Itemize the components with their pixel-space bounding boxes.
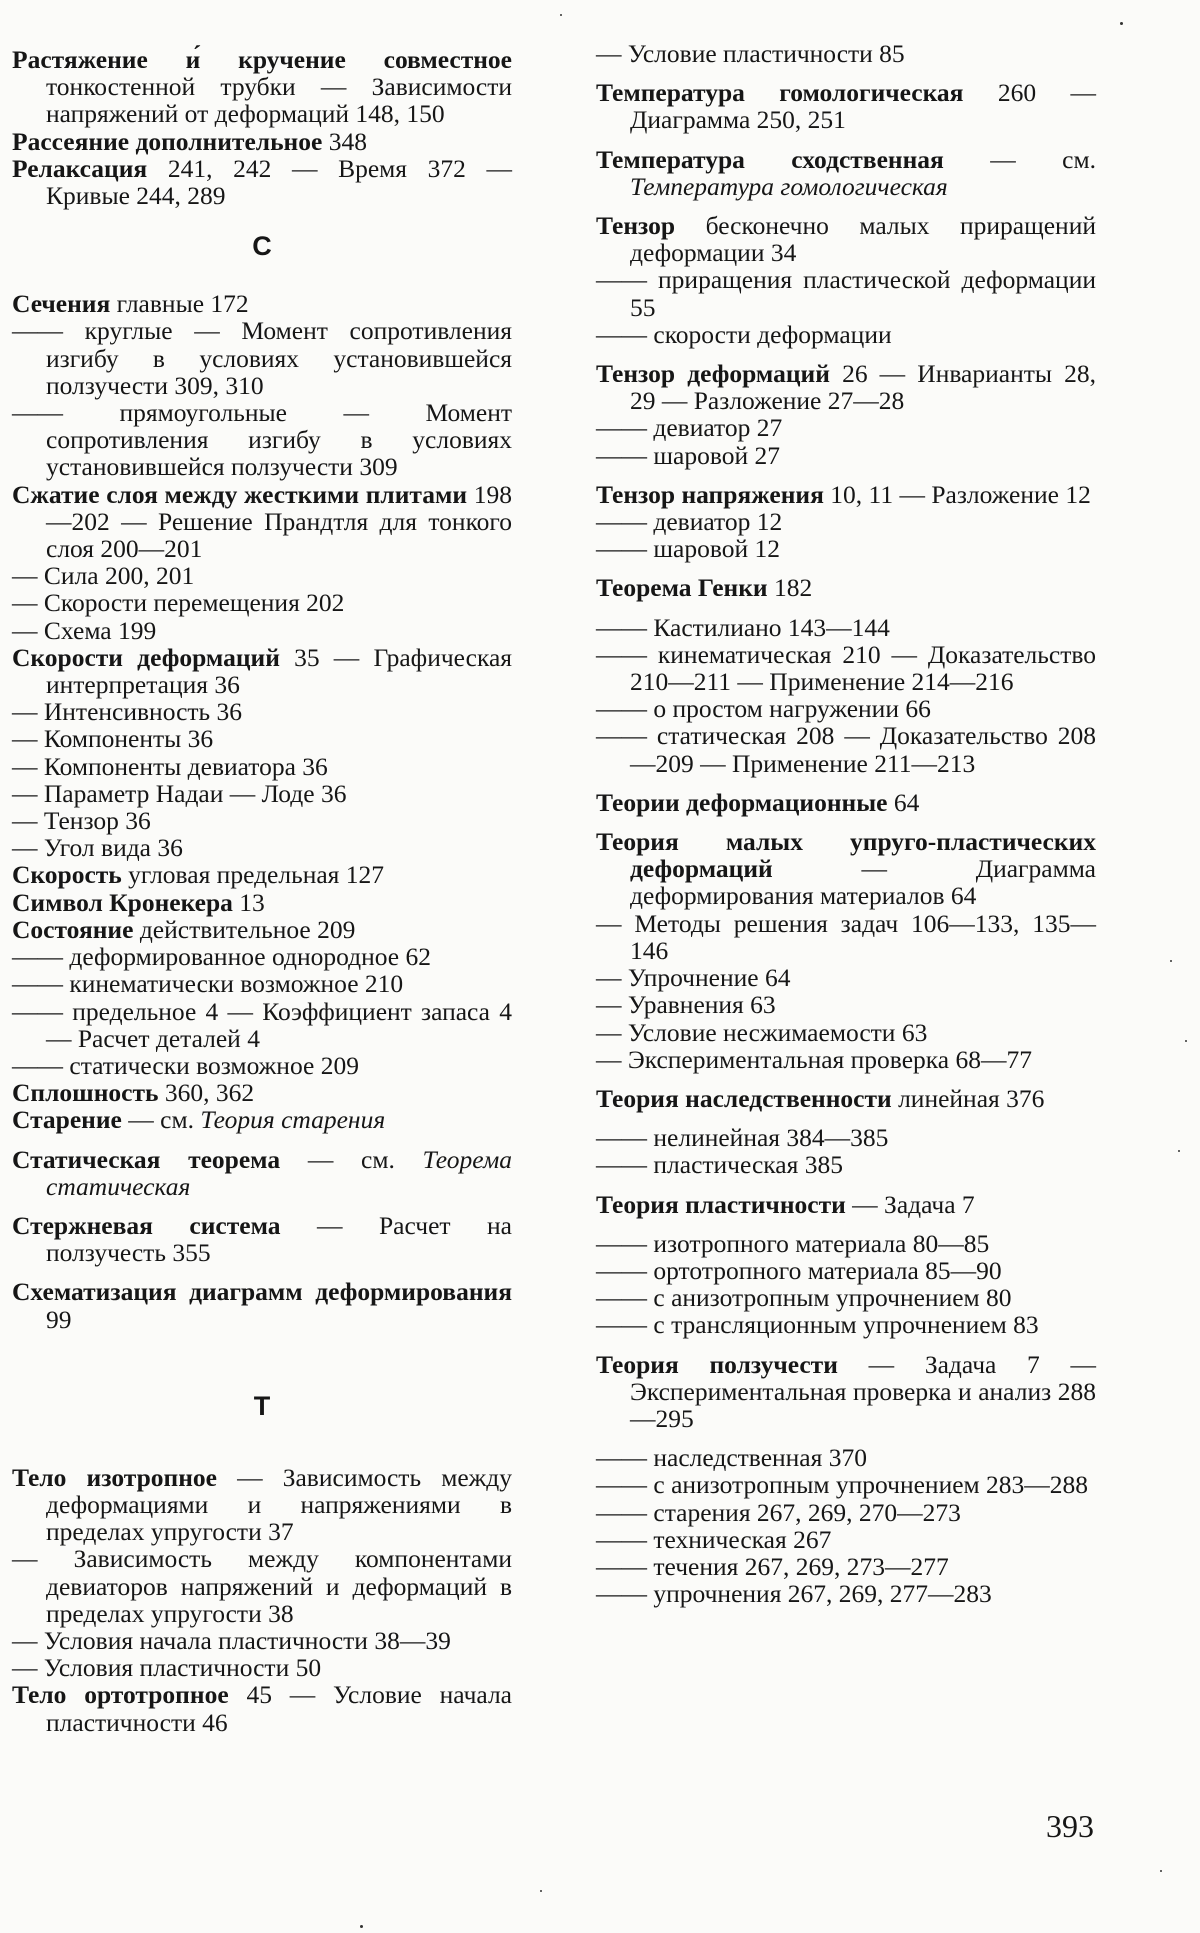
index-entry: [12, 317, 512, 399]
subentry-text: —— скорости деформации: [596, 319, 892, 349]
index-entry: [12, 998, 512, 1052]
entry-locators: главные 172: [116, 289, 249, 319]
entry-locators: действительное 209: [139, 914, 356, 944]
subentry-text: —— шаровой 27: [596, 440, 780, 470]
index-entry: [12, 807, 512, 834]
subentry-text: —— предельное 4 — Коэффициент запаса 4 — Расчет деталей 4: [12, 996, 512, 1053]
subentry-text: — Экспериментальная проверка 68—77: [596, 1044, 1032, 1074]
entry-locators: 198—202 — Решение Прандтля для тонкого слоя 200—201: [46, 479, 512, 564]
index-entry: [596, 1311, 1096, 1338]
subentry-text: — Интенсивность 36: [12, 697, 243, 727]
index-entry: [12, 1545, 512, 1627]
subentry-text: — Скорости перемещения 202: [12, 588, 345, 618]
entry-locators: 26 — Инварианты 28, 29 — Разложение 27—28: [630, 359, 1096, 416]
index-entry: [12, 1212, 512, 1266]
scan-speck: [540, 1890, 542, 1892]
entry-locators: 35 — Графическая интерпретация 36: [46, 642, 512, 700]
subentry-text: —— кинематическая 210 — Доказательство 210—211 — Применение 214—216: [596, 639, 1096, 697]
index-entry: [596, 695, 1096, 722]
index-entry: [596, 360, 1096, 414]
index-entry: [596, 1351, 1096, 1433]
index-entry: [12, 753, 512, 780]
index-entry: [12, 970, 512, 997]
scan-speck: [1185, 1040, 1187, 1042]
index-entry: [12, 128, 512, 155]
index-entry: [12, 290, 512, 317]
entry-locators: — Диаграмма деформирования материалов 64: [630, 854, 1096, 911]
subentry-text: —— с анизотропным упрочнением 80: [596, 1283, 1012, 1313]
subentry-text: —— круглые — Момент сопротивления изгибу в условиях установившейся ползучести 309, 310: [12, 316, 512, 400]
index-entry: [12, 589, 512, 616]
index-entry: [596, 1046, 1096, 1073]
subentry-text: — Компоненты 36: [12, 724, 214, 754]
subentry-text: —— девиатор 12: [596, 507, 783, 537]
scan-speck: [360, 1925, 363, 1928]
index-entry: [596, 146, 1096, 200]
entry-locators: 348: [328, 126, 367, 156]
index-entry: [12, 1654, 512, 1681]
index-entry: [596, 321, 1096, 348]
subentry-text: —— о простом нагружении 66: [596, 694, 931, 724]
subentry-text: — Методы решения задач 106—133, 135—146: [596, 908, 1096, 965]
index-entry: [596, 1526, 1096, 1553]
subentry-text: — Упрочнение 64: [596, 963, 791, 993]
entry-term: Релаксация: [12, 153, 148, 183]
index-entry: [596, 964, 1096, 991]
scan-speck: [1160, 1870, 1162, 1872]
index-entry: [596, 614, 1096, 641]
section-letter-t: Т: [253, 1390, 271, 1421]
subentry-text: —— девиатор 27: [596, 413, 783, 443]
cross-reference: Температура гомологическая: [630, 171, 948, 201]
index-entry: [596, 508, 1096, 535]
entry-term: Температура сходственная: [596, 144, 944, 174]
index-entry: [596, 212, 1096, 266]
scan-speck: [1178, 1150, 1180, 1152]
entry-locators: — см.: [990, 144, 1097, 174]
entry-locators: 13: [239, 887, 265, 917]
index-entry: [12, 1052, 512, 1079]
subentry-text: — Компоненты девиатора 36: [12, 751, 328, 781]
entry-locators: — см.: [307, 1144, 395, 1174]
index-entry: [596, 1553, 1096, 1580]
index-entry: [596, 991, 1096, 1018]
entry-locators: линейная 376: [898, 1083, 1045, 1113]
entry-term: Температура гомологическая: [596, 78, 964, 108]
subentry-text: — Зависимость между компонентами девиаторов напряжений и деформаций в пределах упругости 38: [12, 1544, 512, 1628]
index-entry: [596, 1580, 1096, 1607]
index-entry: [12, 481, 512, 563]
subentry-text: —— техническая 267: [596, 1524, 832, 1554]
entry-locators: 99: [46, 1304, 72, 1334]
subentry-text: —— прямоугольные — Момент сопротивления изгибу в условиях установившейся ползучести 309: [12, 398, 512, 482]
index-entry: [12, 46, 512, 128]
index-entry: [596, 1230, 1096, 1257]
entry-term: Тело изотропное: [12, 1462, 217, 1492]
subentry-text: — Условия начала пластичности 38—39: [12, 1625, 451, 1655]
subentry-text: —— старения 267, 269, 270—273: [596, 1497, 961, 1527]
index-entry: [596, 40, 1096, 67]
subentry-text: —— с трансляционным упрочнением 83: [596, 1310, 1039, 1340]
entry-term: Скорости деформаций: [12, 642, 280, 672]
right-entries: [596, 40, 1096, 1607]
index-entry: [596, 789, 1096, 816]
entry-locators: 64: [893, 787, 920, 817]
entry-term: Тензор: [596, 211, 676, 241]
cross-reference: Теория старения: [200, 1105, 386, 1135]
index-entry: [12, 644, 512, 698]
entry-locators: — Задача 7 — Экспериментальная проверка и анализ 288—295: [630, 1349, 1097, 1433]
entry-locators: бесконечно малых приращений деформации 34: [630, 211, 1096, 268]
index-entry: [596, 722, 1096, 776]
subentry-text: —— пластическая 385: [596, 1150, 843, 1180]
entry-locators: — см.: [128, 1105, 194, 1135]
index-entry: [596, 1444, 1096, 1471]
subentry-text: — Параметр Надаи — Лоде 36: [12, 778, 347, 808]
entry-locators: — Задача 7: [852, 1189, 975, 1219]
index-entry: [596, 1151, 1096, 1178]
cross-reference: Теорема статическая: [46, 1144, 512, 1201]
entry-term: Сечения: [12, 289, 111, 319]
entry-term: Теории деформационные: [596, 787, 888, 817]
subentry-text: — Сила 200, 201: [12, 561, 195, 591]
index-entry: [596, 442, 1096, 469]
entry-term: Теория ползучести: [596, 1349, 838, 1379]
index-entry: [12, 943, 512, 970]
index-entry: [596, 535, 1096, 562]
subentry-text: — Уравнения 63: [596, 990, 776, 1020]
index-entry: [12, 1627, 512, 1654]
index-entry: [12, 617, 512, 644]
entry-locators: тонкостенной трубки — Зависимости напряжений от деформаций 148, 150: [46, 72, 512, 129]
entry-term: Теория наследственности: [596, 1083, 892, 1113]
entry-term: Старение: [12, 1105, 122, 1135]
index-entry: [12, 1146, 512, 1200]
index-entry: [12, 399, 512, 481]
entry-term: Состояние: [12, 914, 134, 944]
entry-term: Теорема Генки: [596, 573, 768, 603]
entry-locators: 10, 11 — Разложение 12: [830, 479, 1091, 509]
index-entry: [596, 1471, 1096, 1498]
index-entry: [12, 916, 512, 943]
index-entry: [12, 889, 512, 916]
entry-locators: 182: [773, 573, 813, 603]
subentry-text: —— ортотропного материала 85—90: [596, 1255, 1002, 1285]
entry-term: Схематизация диаграмм деформирования: [12, 1277, 512, 1307]
subentry-text: —— с анизотропным упрочнением 283—288: [596, 1470, 1089, 1500]
entry-locators: 241, 242 — Время 372 — Кривые 244, 289: [46, 153, 512, 211]
index-entry: [596, 414, 1096, 441]
entry-locators: 45 — Условие начала пластичности 46: [46, 1680, 512, 1737]
entry-term: Сплошность: [12, 1078, 159, 1108]
subentry-text: —— деформированное однородное 62: [12, 942, 431, 972]
index-entry: [596, 1124, 1096, 1151]
index-entry: [12, 834, 512, 861]
index-entry: [12, 1106, 512, 1133]
index-entry: [596, 574, 1096, 601]
index-entry: [12, 780, 512, 807]
entry-term: Растяжение и́ кручение совместное: [12, 45, 512, 74]
scan-speck: [1120, 22, 1123, 25]
entry-term: Символ Кронекера: [12, 887, 233, 917]
subentry-text: — Условия пластичности 50: [12, 1653, 322, 1683]
index-entry: [596, 641, 1096, 695]
subentry-text: — Угол вида 36: [12, 833, 183, 863]
entry-term: Тело ортотропное: [12, 1680, 229, 1710]
subentry-text: — Тензор 36: [12, 806, 151, 836]
entry-term: Теория пластичности: [596, 1189, 846, 1219]
entry-term: Стержневая система: [12, 1210, 281, 1240]
entry-term: Сжатие слоя между жесткими плитами: [12, 479, 468, 509]
scan-speck: [1170, 960, 1172, 962]
index-entry: [12, 698, 512, 725]
subentry-text: —— течения 267, 269, 273—277: [596, 1551, 949, 1581]
entry-locators: угловая предельная 127: [128, 860, 385, 890]
entry-term: Теория малых упруго-пластических деформаций: [596, 827, 1096, 884]
index-entry: [596, 910, 1096, 964]
subentry-text: —— наследственная 370: [596, 1443, 867, 1473]
index-entry: [596, 1019, 1096, 1046]
section-letter-c: С: [252, 231, 272, 262]
index-entry: [596, 481, 1096, 508]
subentry-text: —— упрочнения 267, 269, 277—283: [596, 1579, 992, 1609]
subentry-text: —— нелинейная 384—385: [596, 1123, 889, 1153]
index-entry: [12, 1464, 512, 1546]
entry-term: Тензор деформаций: [596, 359, 830, 389]
subentry-text: —— шаровой 12: [596, 534, 780, 564]
right-column: [596, 40, 1096, 1607]
index-entry: [596, 1191, 1096, 1218]
entry-term: Статическая теорема: [12, 1144, 281, 1174]
entry-term: Рассеяние дополнительное: [12, 126, 323, 156]
subentry-text: —— Кастилиано 143—144: [596, 612, 890, 642]
left-entries-c: [12, 290, 512, 1333]
subentry-text: — Условие несжимаемости 63: [596, 1017, 928, 1047]
entry-locators: — Расчет на ползучесть 355: [46, 1210, 513, 1268]
entry-locators: 360, 362: [164, 1078, 255, 1108]
index-entry: [12, 1681, 512, 1735]
index-entry: [12, 1278, 512, 1332]
index-entry: [12, 155, 512, 209]
entry-locators: 260 — Диаграмма 250, 251: [630, 78, 1097, 135]
subentry-text: —— статически возможное 209: [12, 1050, 359, 1080]
entry-locators: — Зависимость между деформациями и напряжениями в пределах упругости 37: [46, 1462, 512, 1547]
left-entries-top: [12, 46, 512, 209]
subentry-text: —— кинематически возможное 210: [12, 969, 404, 999]
index-entry: [596, 79, 1096, 133]
subentry-text: —— изотропного материала 80—85: [596, 1228, 990, 1258]
subentry-text: — Схема 199: [12, 615, 157, 645]
entry-term: Скорость: [12, 860, 122, 890]
index-entry: [596, 1284, 1096, 1311]
index-entry: [12, 1079, 512, 1106]
subentry-text: — Условие пластичности 85: [596, 39, 905, 68]
page-number: 393: [1046, 1808, 1094, 1844]
subentry-text: —— приращения пластической деформации 55: [596, 265, 1096, 322]
index-entry: [596, 1257, 1096, 1284]
scan-speck: [560, 14, 562, 16]
index-entry: [596, 828, 1096, 910]
index-entry: [12, 861, 512, 888]
subentry-text: —— статическая 208 — Доказательство 208—209 — Применение 211—213: [596, 721, 1096, 778]
index-entry: [12, 725, 512, 752]
left-entries-t: [12, 1464, 512, 1736]
index-entry: [596, 1085, 1096, 1112]
index-entry: [596, 266, 1096, 320]
entry-term: Тензор напряжения: [596, 479, 824, 509]
index-entry: [596, 1499, 1096, 1526]
index-entry: [12, 562, 512, 589]
left-column: [12, 46, 512, 1736]
